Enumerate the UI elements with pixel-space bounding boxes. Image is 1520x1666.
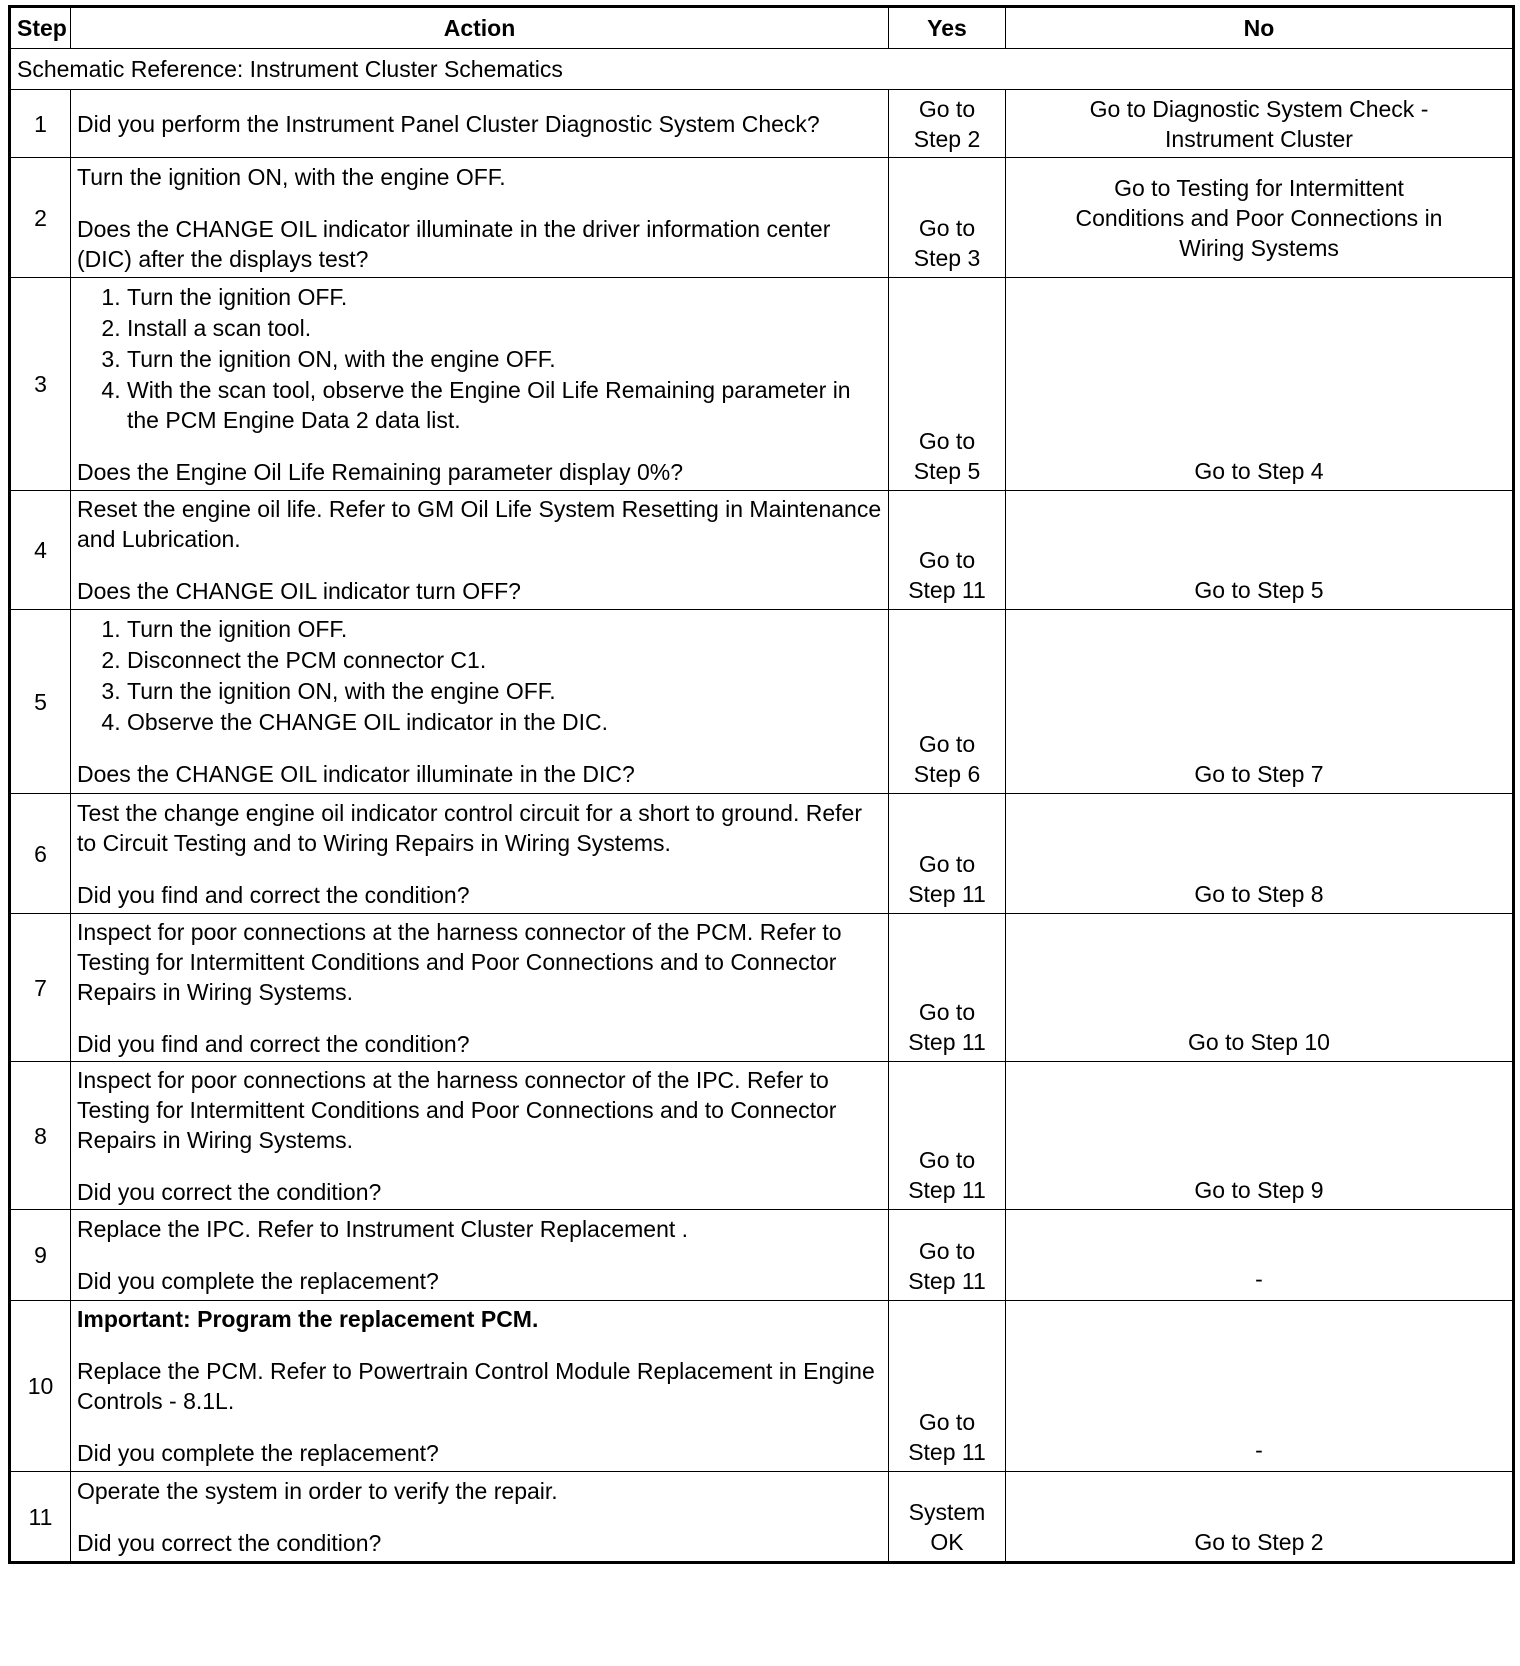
header-step: Step [10, 7, 71, 49]
action-question: Did you find and correct the condition? [77, 1030, 470, 1057]
schematic-row [10, 49, 1514, 90]
step-number: 2 [10, 158, 71, 278]
action-instruction: Replace the IPC. Refer to Instrument Cluster Replacement . [77, 1216, 689, 1242]
table-row [10, 1301, 1514, 1472]
table-row [10, 1472, 1514, 1563]
action-cell [71, 1301, 889, 1472]
step-number: 5 [10, 610, 71, 794]
action-list-item: 2. Disconnect the PCM connector C1. [127, 645, 882, 675]
action-question: Did you complete the replacement? [77, 1268, 439, 1294]
action-cell [71, 491, 889, 610]
no-result: Go to Step 5 [1006, 491, 1514, 610]
yes-result: System OK [889, 1472, 1006, 1563]
action-list-item: 1. Turn the ignition OFF. [127, 282, 882, 312]
action-instruction: Replace the PCM. Refer to Powertrain Control Module Replacement in Engine Controls - 8.1L. [77, 1358, 875, 1414]
header-action: Action [71, 7, 889, 49]
action-cell [71, 1472, 889, 1563]
action-question: Does the CHANGE OIL indicator illuminate in the driver information center (DIC) after the displays test? [77, 215, 831, 272]
no-result: Go to Step 9 [1006, 1062, 1514, 1210]
action-cell [71, 914, 889, 1062]
action-question: Did you complete the replacement? [77, 1440, 439, 1466]
action-instruction: Operate the system in order to verify the repair. [77, 1477, 558, 1504]
table-row [10, 610, 1514, 794]
action-list-item: 2. Install a scan tool. [127, 313, 882, 343]
step-number: 1 [10, 90, 71, 158]
yes-result: Go to Step 11 [889, 1062, 1006, 1210]
action-cell [71, 1210, 889, 1301]
action-list-item: 3. Turn the ignition ON, with the engine OFF. [127, 676, 882, 706]
action-cell [71, 1062, 889, 1210]
action-question: Did you correct the condition? [77, 1178, 382, 1205]
action-instruction: Inspect for poor connections at the harness connector of the PCM. Refer to Testing for Intermittent Conditions and Poor Connections and to Connector Repairs in Wiring Systems. [77, 918, 842, 1005]
header-row [10, 7, 1514, 49]
action-instruction: Test the change engine oil indicator control circuit for a short to ground. Refer to Circuit Testing and to Wiring Repairs in Wiring Systems. [77, 799, 862, 856]
step-number: 6 [10, 794, 71, 914]
no-result: Go to Step 8 [1006, 794, 1514, 914]
yes-result: Go to Step 6 [889, 610, 1006, 794]
action-steps-list [77, 282, 882, 435]
schematic-reference: Schematic Reference: Instrument Cluster Schematics [10, 49, 1514, 90]
table-row [10, 794, 1514, 914]
yes-result: Go to Step 3 [889, 158, 1006, 278]
no-result: - [1006, 1210, 1514, 1301]
yes-result: Go to Step 11 [889, 914, 1006, 1062]
table-row [10, 491, 1514, 610]
yes-result: Go to Step 11 [889, 794, 1006, 914]
action-list-item: 3. Turn the ignition ON, with the engine OFF. [127, 344, 882, 374]
diagnostic-table-page [8, 5, 1512, 1564]
action-cell [71, 794, 889, 914]
no-result: Go to Step 2 [1006, 1472, 1514, 1563]
no-result: Go to Diagnostic System Check - Instrument Cluster [1006, 90, 1514, 158]
table-row [10, 278, 1514, 491]
no-result: - [1006, 1301, 1514, 1472]
header-no: No [1006, 7, 1514, 49]
yes-result: Go to Step 11 [889, 1301, 1006, 1472]
step-number: 10 [10, 1301, 71, 1472]
action-question: Does the CHANGE OIL indicator turn OFF? [77, 578, 521, 604]
yes-result: Go to Step 11 [889, 1210, 1006, 1301]
step-number: 4 [10, 491, 71, 610]
yes-result: Go to Step 11 [889, 491, 1006, 610]
action-question: Did you perform the Instrument Panel Cluster Diagnostic System Check? [77, 110, 820, 137]
action-question: Did you find and correct the condition? [77, 881, 470, 908]
action-list-item: 1. Turn the ignition OFF. [127, 614, 882, 644]
table-row [10, 1062, 1514, 1210]
important-note: Important: Program the replacement PCM. [77, 1306, 539, 1332]
yes-result: Go to Step 5 [889, 278, 1006, 491]
action-cell [71, 610, 889, 794]
step-number: 3 [10, 278, 71, 491]
no-result: Go to Testing for Intermittent Conditions and Poor Connections in Wiring Systems [1006, 158, 1514, 278]
action-instruction: Reset the engine oil life. Refer to GM Oil Life System Resetting in Maintenance and Lubrication. [77, 496, 882, 552]
action-cell [71, 158, 889, 278]
table-row [10, 914, 1514, 1062]
table-row [10, 1210, 1514, 1301]
yes-result: Go to Step 2 [889, 90, 1006, 158]
action-question: Did you correct the condition? [77, 1529, 382, 1556]
action-cell [71, 278, 889, 491]
step-number: 7 [10, 914, 71, 1062]
action-list-item: 4. With the scan tool, observe the Engine Oil Life Remaining parameter in the PCM Engine Data 2 data list. [127, 375, 882, 435]
step-number: 9 [10, 1210, 71, 1301]
action-instruction: Turn the ignition ON, with the engine OFF. [77, 163, 506, 190]
header-yes: Yes [889, 7, 1006, 49]
action-question: Does the CHANGE OIL indicator illuminate in the DIC? [77, 761, 635, 787]
no-result: Go to Step 10 [1006, 914, 1514, 1062]
table-row [10, 90, 1514, 158]
action-steps-list [77, 614, 882, 737]
no-result: Go to Step 4 [1006, 278, 1514, 491]
action-question: Does the Engine Oil Life Remaining parameter display 0%? [77, 458, 683, 485]
step-number: 8 [10, 1062, 71, 1210]
step-number: 11 [10, 1472, 71, 1563]
diagnostic-table [8, 5, 1515, 1564]
action-list-item: 4. Observe the CHANGE OIL indicator in the DIC. [127, 707, 882, 737]
action-instruction: Inspect for poor connections at the harness connector of the IPC. Refer to Testing for Intermittent Conditions and Poor Connections and to Connector Repairs in Wiring Systems. [77, 1066, 837, 1153]
table-row [10, 158, 1514, 278]
no-result: Go to Step 7 [1006, 610, 1514, 794]
action-cell [71, 90, 889, 158]
